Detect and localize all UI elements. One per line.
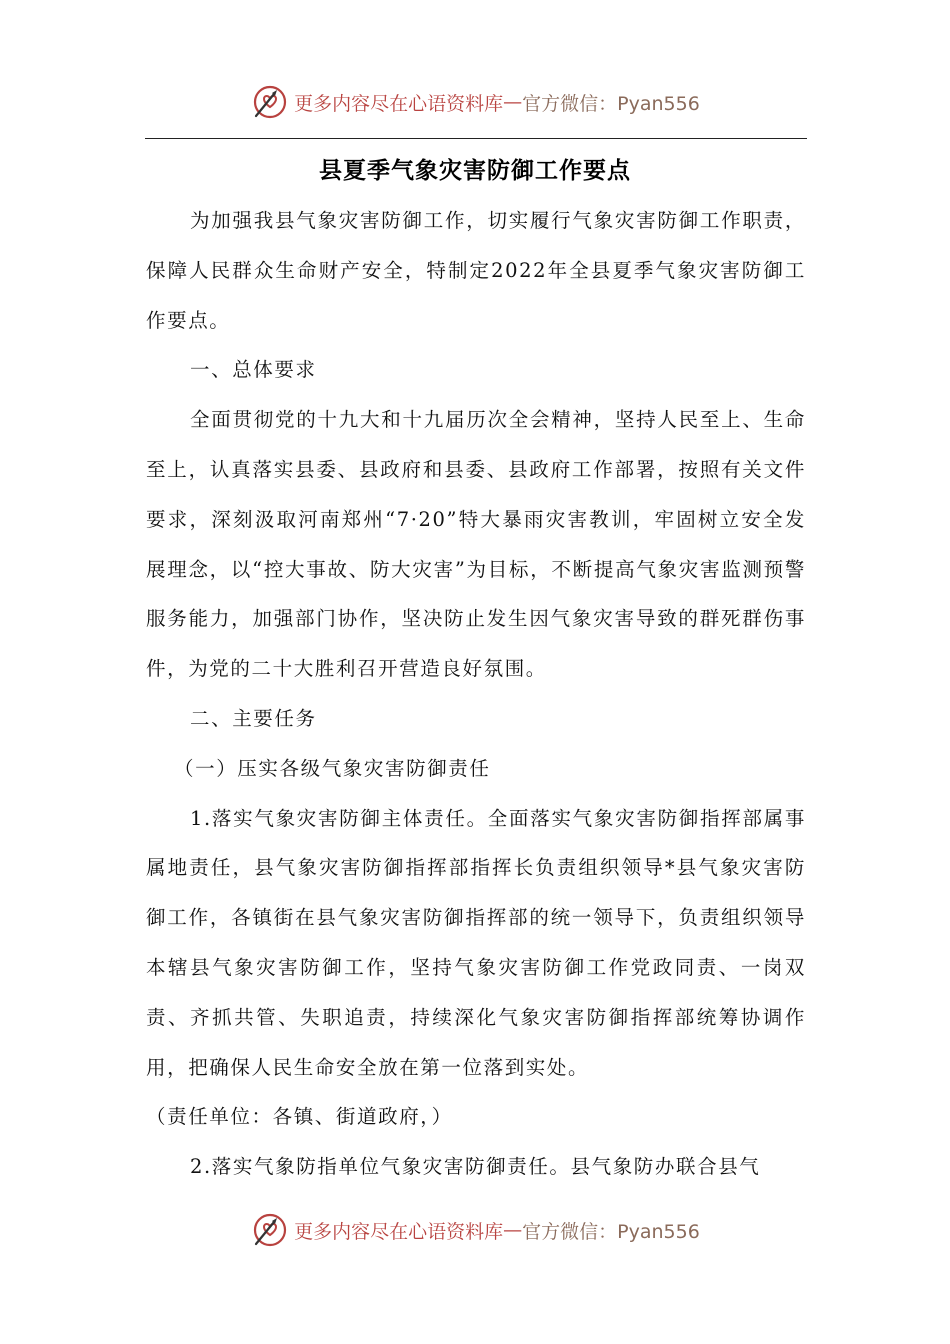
watermark-separator: — [503, 91, 523, 113]
watermark-site-text: 更多内容尽在心语资料库 [294, 1220, 504, 1243]
watermark-header [0, 80, 950, 124]
watermark-wechat-text: 官方微信：Pyan556 [522, 92, 700, 115]
paragraph-task-1: 1.落实气象灾害防御主体责任。全面落实气象灾害防御指挥部属事属地责任，县气象灾害防御指挥部指挥长负责组织领导*县气象灾害防御工作，各镇街在县气象灾害防御指挥部的统一领导下，负责组织领导本辖县气象灾害防御工作，坚持气象灾害防御工作党政同责、一岗双责、齐抓共管、失职追责，持续深化气象灾害防御指挥部统筹协调作用，把确保人民生命安全放在第一位落到实处。 [146, 806, 806, 1079]
document-title: 县夏季气象灾害防御工作要点 [319, 157, 631, 184]
subsection-heading-1: （一）压实各级气象灾害防御责任 [174, 756, 491, 780]
watermark-separator: — [503, 1219, 523, 1241]
watermark-site-text: 更多内容尽在心语资料库 [294, 92, 504, 115]
paragraph-overall-requirements: 全面贯彻党的十九大和十九届历次全会精神，坚持人民至上、生命至上，认真落实县委、县政府和县委、县政府工作部署，按照有关文件要求，深刻汲取河南郑州“7·20”特大暴雨灾害教训，牢固树立安全发展理念，以“控大事故、防大灾害”为目标，不断提高气象灾害监测预警服务能力，加强部门协作，坚决防止发生因气象灾害导致的群死群伤事件，为党的二十大胜利召开营造良好氛围。 [146, 408, 806, 681]
watermark-footer [0, 1208, 950, 1252]
watermark-wechat-text: 官方微信：Pyan556 [522, 1220, 700, 1243]
pen-heart-logo-icon [250, 82, 290, 122]
pen-heart-logo-icon [250, 1210, 290, 1250]
header-divider [145, 138, 807, 139]
paragraph-task-2: 2.落实气象防指单位气象灾害防御责任。县气象防办联合县气 [190, 1155, 761, 1179]
section-heading-2: 二、主要任务 [190, 706, 317, 730]
document-body [146, 196, 806, 1192]
section-heading-1: 一、总体要求 [190, 358, 317, 382]
paragraph-responsible-units: （责任单位：各镇、街道政府，） [146, 1105, 453, 1129]
paragraph-intro: 为加强我县气象灾害防御工作，切实履行气象灾害防御工作职责，保障人民群众生命财产安全，特制定2022年全县夏季气象灾害防御工作要点。 [146, 209, 806, 332]
